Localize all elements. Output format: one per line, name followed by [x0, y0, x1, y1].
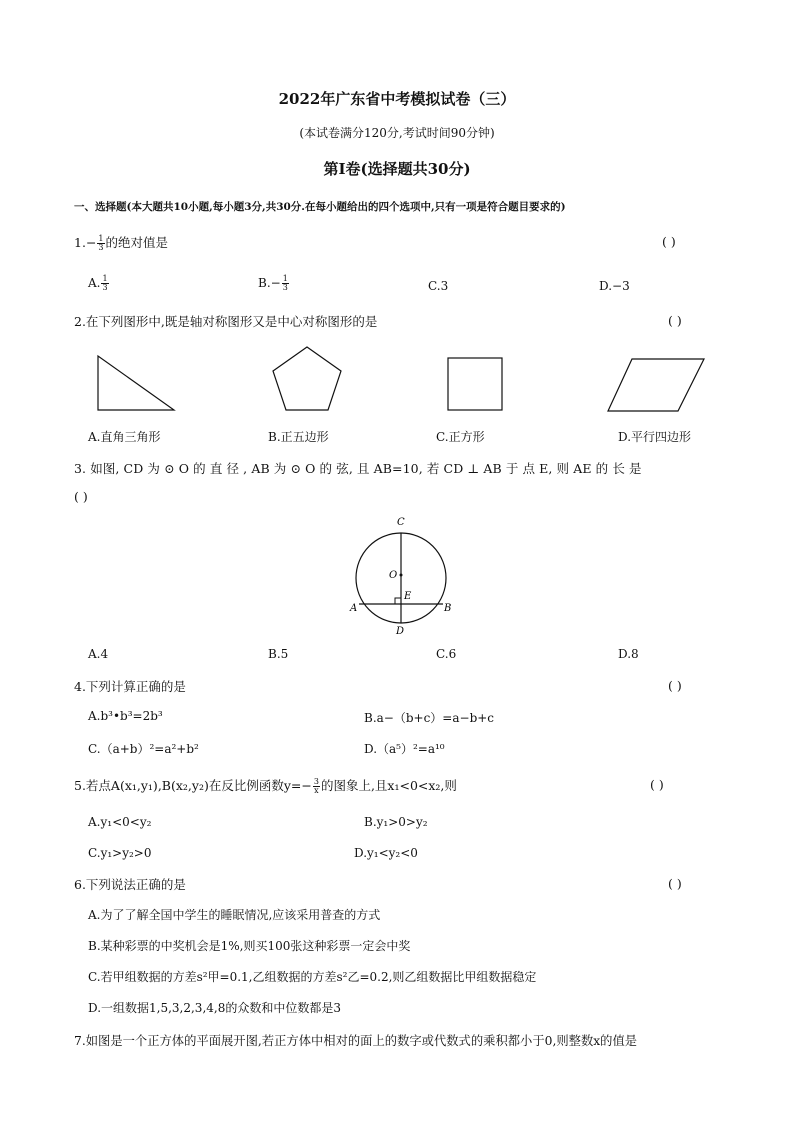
q1-frac-den: 3 [98, 243, 104, 252]
q3-option-d: D.8 [618, 647, 639, 661]
question-1-stem [74, 233, 168, 252]
q3-option-a: A.4 [88, 647, 109, 661]
exam-title: 2022年广东省中考模拟试卷（三） [278, 90, 516, 108]
section-instructions: 一、选择题(本大题共10小题,每小题3分,共30分.在每小题给出的四个选项中,只有一项是符合题目要求的) [74, 201, 566, 213]
question-4-stem: 4.下列计算正确的是 [74, 679, 186, 694]
question-7-stem: 7.如图是一个正方体的平面展开图,若正方体中相对的面上的数字或代数式的乘积都小于0,则整数x的值是 [74, 1034, 638, 1048]
part-heading: 第Ⅰ卷(选择题共30分) [323, 160, 471, 178]
q1-minus: − [85, 235, 97, 250]
label-b: B [444, 603, 452, 614]
q5-option-d: D.y₁<y₂<0 [354, 846, 418, 860]
q1-a-den: 3 [102, 283, 108, 292]
q1-tail: 的绝对值是 [105, 235, 169, 250]
q1-option-b [258, 275, 290, 292]
right-triangle-figure [96, 354, 176, 412]
pentagon-shape [273, 347, 341, 410]
q1-option-c: C.3 [428, 279, 449, 293]
q4-option-a: A.b³•b³=2b³ [88, 709, 163, 723]
q6-option-a: A.为了了解全国中学生的睡眠情况,应该采用普查的方式 [88, 908, 381, 922]
q5-answer-paren: ( ) [650, 777, 664, 792]
q6-option-d: D.一组数据1,5,3,2,3,4,8的众数和中位数都是3 [88, 1001, 341, 1015]
exam-subtitle: (本试卷满分120分,考试时间90分钟) [299, 126, 495, 140]
question-5-stem [74, 776, 457, 795]
q2-option-d: D.平行四边形 [618, 430, 692, 444]
q1-option-a-fraction [101, 275, 108, 292]
q1-b-den: 3 [282, 283, 288, 292]
question-3-stem: 3. 如图, CD 为 ⊙ O 的 直 径 , AB 为 ⊙ O 的 弦, 且 AB=10, 若 CD ⊥ AB 于 点 E, 则 AE 的 长 是 [74, 461, 642, 476]
q1-option-b-prefix: B.− [258, 276, 281, 290]
question-6-stem: 6.下列说法正确的是 [74, 877, 186, 892]
q1-frac-num: 1 [98, 234, 104, 243]
q2-option-a: A.直角三角形 [88, 430, 161, 444]
right-angle-mark [395, 598, 401, 604]
label-o: O [389, 570, 398, 581]
q1-b-num: 1 [282, 274, 288, 283]
q1-number: 1. [74, 235, 86, 250]
q1-answer-paren: ( ) [662, 234, 676, 249]
q5-option-b: B.y₁>0>y₂ [364, 815, 428, 829]
q5-stem-post: 的图象上,且x₁<0<x₂,则 [320, 778, 457, 793]
parallelogram-figure [606, 357, 706, 413]
label-a: A [350, 603, 358, 614]
q4-option-d: D.（a⁵）²=a¹⁰ [364, 742, 445, 756]
q5-option-a: A.y₁<0<y₂ [88, 815, 152, 829]
q1-option-a-prefix: A. [88, 276, 101, 290]
circle-diagram [340, 512, 460, 638]
q5-option-c: C.y₁>y₂>0 [88, 846, 152, 860]
pentagon-figure [270, 345, 344, 413]
q6-option-b: B.某种彩票的中奖机会是1%,则买100张这种彩票一定会中奖 [88, 939, 411, 953]
q5-fraction [313, 778, 320, 795]
right-triangle-shape [98, 356, 174, 410]
center-point-o [400, 574, 403, 577]
q4-answer-paren: ( ) [668, 678, 682, 693]
q2-answer-paren: ( ) [668, 313, 682, 328]
q5-frac-num: 3 [313, 777, 319, 786]
q4-option-c: C.（a+b）²=a²+b² [88, 742, 199, 756]
q2-option-c: C.正方形 [436, 430, 485, 444]
question-2-stem: 2.在下列图形中,既是轴对称图形又是中心对称图形的是 [74, 314, 378, 329]
q6-option-c: C.若甲组数据的方差s²甲=0.1,乙组数据的方差s²乙=0.2,则乙组数据比甲组数据稳定 [88, 970, 537, 984]
square-shape [448, 358, 502, 410]
q3-option-b: B.5 [268, 647, 289, 661]
q1-a-num: 1 [102, 274, 108, 283]
q2-option-b: B.正五边形 [268, 430, 329, 444]
q4-option-b: B.a−（b+c）=a−b+c [364, 711, 495, 725]
label-d: D [396, 626, 405, 637]
label-c: C [397, 517, 405, 528]
q5-frac-den: x [314, 786, 319, 795]
parallelogram-shape [608, 359, 704, 411]
q1-option-a [88, 275, 110, 292]
label-e: E [404, 591, 412, 602]
q1-option-b-fraction [282, 275, 289, 292]
q6-answer-paren: ( ) [668, 876, 682, 891]
q3-option-c: C.6 [436, 647, 457, 661]
q1-fraction [97, 235, 104, 252]
q5-stem-pre: 5.若点A(x₁,y₁),B(x₂,y₂)在反比例函数y=− [74, 778, 312, 793]
q1-option-d: D.−3 [599, 279, 630, 293]
q3-answer-paren: ( ) [74, 489, 88, 504]
square-figure [446, 356, 504, 412]
